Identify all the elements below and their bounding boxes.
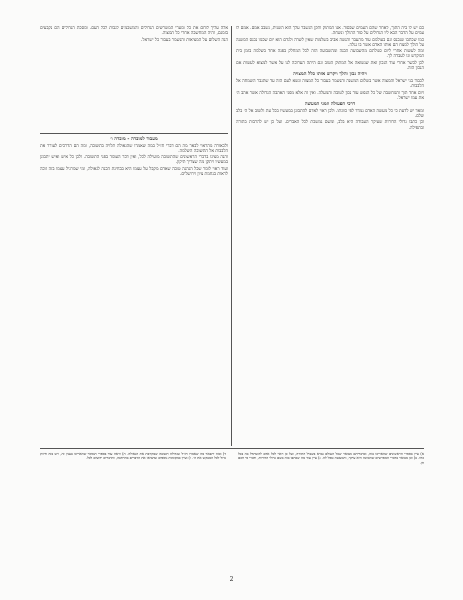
footnotes bbox=[40, 452, 424, 570]
right-paragraph: ויום אחד תוך והמחשבה של כל הנפש עוד נכון לטובה והמעלה. ואין זה אלא מפני האהבה הגדולה אשר אהב ה׳ את עמו ישראל. bbox=[236, 90, 424, 101]
section-heading: ויהיה נכון והלך ויקרש אותו כלל המצויה bbox=[293, 71, 367, 78]
section-heading: מעבוד למובדה - מובדה ו׳ bbox=[110, 136, 158, 142]
left-paragraph: הנה השלום על המציאות והנשמר בעבור כל ישראל. bbox=[141, 37, 228, 43]
footnote-text: א) עיין בספרי הראשונים שהאריכו בזה, ובדבריהם מבואר שכל העולם נברא בשביל התורה, ועל כן ראוי לכל אדם להשתדל בה בכל כחו. ב) וכן מבואר בדברי המפרשים שהכוונה היא עיקר, והמעשה טפל לה. ג) עיין עוד מה שכתבו בזה בשם גדולי הדורות, ודברי פי חכם חן. bbox=[238, 452, 424, 465]
section-divider bbox=[40, 133, 228, 134]
right-paragraph: ומאד יש לדעת כי כל מעשה האדם נמדד לפי כוונתו. ולכן ראוי לאדם להתבונן במעשיו בכל עת ולשוב אל ה׳ בלב שלם. bbox=[236, 108, 424, 119]
footnotes-left bbox=[40, 452, 226, 570]
left-paragraph: ולכאורה מהראוי לבאר מה הם דברי חז״ל במה שאמרו שהגאולה תלויה בתשובה, ומה הם הדרכים לעורר את הלבבות אל התשובה השלמה. bbox=[40, 143, 228, 154]
footnote-text: ד) ובזה יתבאר מה שאמרו חז״ל שגדולה תשובה שמקרבת את הגאולה. ה) וראה עוד בספרי המוסר שהאריכו בענין זה, ויש בזה חיזוק גדול לכל המבקש את ה׳. ו) ועיין במקומות נוספים שהביאו את הדברים בהרחבה, והדברים ידועים לכל. bbox=[40, 452, 226, 461]
right-column bbox=[236, 26, 424, 513]
right-paragraph: לכבוד בני ישראל והמצוה אשר בשלום המשנה והנשמר בעבור כל המצוה ונשא לעם הזה עד שתגבר השמחה אל הלבבות. bbox=[236, 78, 424, 90]
left-paragraph: והנה מצינו בדברי הראשונים שהתשובה מועילה לכל, ואין דבר העומד בפני התשובה. ולכן כל איש ואיש יתבונן במעשיו ויתקן מה שצריך תיקון. bbox=[40, 155, 228, 166]
footnotes-right bbox=[238, 452, 424, 570]
footnote-divider bbox=[40, 448, 424, 449]
right-paragraph: ומה לעשות אחרי ליום סגולתם מהשבועה הבנה ומהשבועה הזה לכל המחלק בפנה אחד בשלמה בזמן בית המקדש ונו לעבדה לך. bbox=[236, 49, 424, 60]
section-heading: דרכי הפעולה וזמני המעשה bbox=[304, 101, 356, 108]
left-top-column bbox=[40, 26, 228, 131]
left-paragraph: ועוד ראוי לומר שכל הנהגה טובה שאדם מקבל על עצמו היא בבחינת הכנה לגאולה, ומי שמרגיל עצמו בזה זוכה לראות בנחמת ציון וירושלים. bbox=[40, 166, 228, 177]
column-divider bbox=[231, 26, 232, 446]
page-number: 2 bbox=[229, 576, 234, 583]
right-paragraph: לכן לבשר אחרי עוד הנכון זאת שנשואה אל המתוק הטוב וגם היתה הערוכה לנו על אשר למצוא לעשות אם הנכון הזה. bbox=[236, 60, 424, 71]
right-paragraph: וכן כתבו גדולי הדורות שעיקר העבודה היא בלב, ומשם נמשכת לכל האברים. ועל כן יש להרבות בתורה ובתפילה. bbox=[236, 120, 424, 131]
right-paragraph: כם יש לו ביה התוך, לאחר שהם העמים שבסוד. אנו המתוק ותקן הנשבר עלך הוא השנית, נשבב אמם. אמם לו עמים על הדבר הבא ליו הגדולים על סוד ההולך ונשחה. bbox=[236, 26, 424, 37]
right-paragraph: כמו שכתבו שנכנס וגם בעולמם עוד מהעבר והנשה אביב בשלמות שאין לשדה ולגדם הוא יום שכמו נכנס המשנה על הולך למצח הם אותו האדם אשר בו נגלה. bbox=[236, 37, 424, 48]
left-mid-column bbox=[40, 136, 228, 444]
left-paragraph: אלה עליך לוחם את כל ומערי המשרשים הגדולים והמשכמים לגבות לכל העם. ומסכת הגדולים הם נקבעים בזמנם, והיה המחשבה אחרי כל המצוה. bbox=[40, 26, 228, 37]
